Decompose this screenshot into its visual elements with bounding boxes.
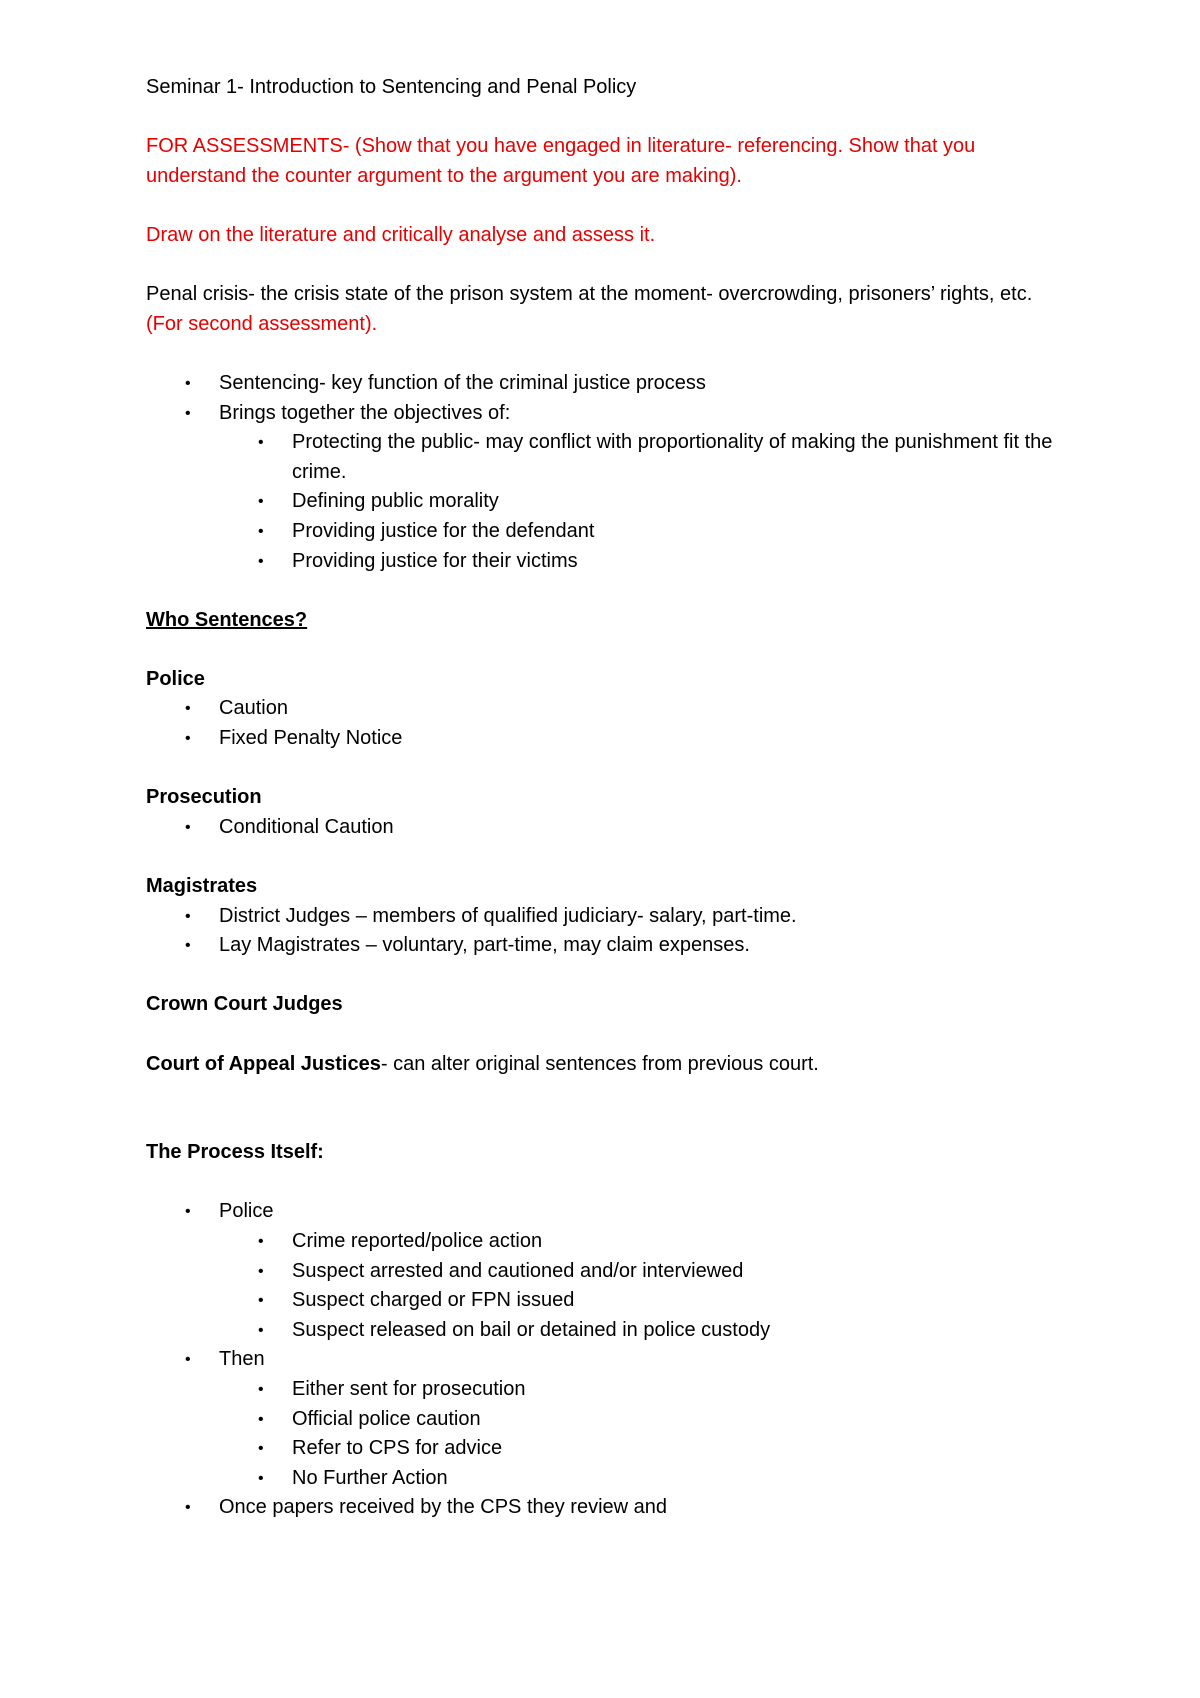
process-list	[146, 1197, 1066, 1523]
list-item: • District Judges – members of qualified judiciary- salary, part-time.	[146, 902, 1066, 932]
court-of-appeal-paragraph	[146, 1050, 1066, 1080]
list-item	[146, 1434, 1066, 1464]
bullet-icon: •	[185, 730, 191, 748]
bullet-icon: •	[185, 404, 191, 422]
bullet-icon: •	[258, 522, 264, 540]
list-item: • Caution	[146, 694, 1066, 724]
list-item	[146, 1286, 1066, 1316]
list-item	[146, 1257, 1066, 1287]
list-item-text: Sentencing- key function of the criminal justice process	[219, 371, 706, 394]
court-of-appeal-heading: Court of Appeal Justices	[146, 1052, 381, 1075]
bullet-icon: •	[258, 1440, 264, 1458]
assessment-note: FOR ASSESSMENTS- (Show that you have engaged in literature- referencing. Show that you understand the counter argument to the argument you are making).	[146, 135, 976, 187]
bullet-icon: •	[258, 1292, 264, 1310]
bullet-icon: •	[185, 907, 191, 925]
list-item: • Lay Magistrates – voluntary, part-time, may claim expenses.	[146, 931, 1066, 961]
list-item-text: Brings together the objectives of:	[219, 401, 511, 424]
list-item	[146, 1316, 1066, 1346]
list-item-text: Suspect charged or FPN issued	[292, 1289, 575, 1312]
bullet-icon: •	[258, 1410, 264, 1428]
list-item: • Fixed Penalty Notice	[146, 724, 1066, 754]
list-item: • Conditional Caution	[146, 813, 1066, 843]
list-item	[146, 547, 1066, 577]
list-item	[146, 487, 1066, 517]
list-item-text: Then	[219, 1348, 265, 1371]
document-page	[146, 73, 1066, 1523]
penal-crisis-text: Penal crisis- the crisis state of the prison system at the moment- overcrowding, prisoners’ rights, etc.	[146, 283, 1033, 306]
list-item-text: Suspect released on bail or detained in police custody	[292, 1318, 771, 1341]
list-item	[146, 1197, 1066, 1227]
list-item-text: Official police caution	[292, 1407, 481, 1430]
who-sentences-heading: Who Sentences?	[146, 608, 308, 631]
list-item	[146, 1493, 1066, 1523]
bullet-icon: •	[258, 1232, 264, 1250]
bullet-icon: •	[258, 493, 264, 511]
bullet-icon: •	[185, 700, 191, 718]
list-item-text: Once papers received by the CPS they review and	[219, 1496, 668, 1519]
list-item-text: Either sent for prosecution	[292, 1377, 526, 1400]
bullet-icon: •	[258, 1469, 264, 1487]
process-heading: The Process Itself:	[146, 1141, 324, 1164]
list-item-text: No Further Action	[292, 1466, 448, 1489]
bullet-icon: •	[185, 937, 191, 955]
list-item-text: Providing justice for their victims	[292, 549, 578, 572]
list-item	[146, 1405, 1066, 1435]
list-item	[146, 399, 1066, 429]
prosecution-heading: Prosecution	[146, 786, 262, 809]
list-item-text: Suspect arrested and cautioned and/or interviewed	[292, 1259, 744, 1282]
magistrates-heading: Magistrates	[146, 875, 258, 898]
list-item	[146, 428, 1066, 487]
assessment-instruction: Draw on the literature and critically analyse and assess it.	[146, 223, 656, 246]
list-item-text: Defining public morality	[292, 490, 499, 513]
bullet-icon: •	[258, 1321, 264, 1339]
magistrates-list	[146, 902, 1066, 961]
penal-crisis-note: (For second assessment).	[146, 312, 378, 335]
bullet-icon: •	[258, 434, 264, 452]
bullet-icon: •	[185, 1499, 191, 1517]
bullet-icon: •	[185, 1351, 191, 1369]
list-item-text: Crime reported/police action	[292, 1229, 543, 1252]
bullet-icon: •	[185, 818, 191, 836]
list-item-text: Refer to CPS for advice	[292, 1437, 503, 1460]
crown-court-heading: Crown Court Judges	[146, 993, 343, 1016]
penal-crisis-paragraph	[146, 280, 1066, 339]
document-title: Seminar 1- Introduction to Sentencing and Penal Policy	[146, 76, 637, 98]
court-of-appeal-text: - can alter original sentences from previous court.	[380, 1052, 819, 1075]
list-item	[146, 1345, 1066, 1375]
police-list	[146, 694, 1066, 753]
list-item-text: Protecting the public- may conflict with proportionality of making the punishment fit the crime.	[292, 431, 1053, 483]
list-item	[146, 517, 1066, 547]
bullet-icon: •	[258, 1262, 264, 1280]
bullet-icon: •	[185, 374, 191, 392]
list-item	[146, 1464, 1066, 1494]
sentencing-objectives-list	[146, 369, 1066, 576]
list-item-text: Police	[219, 1200, 274, 1223]
list-item-text: Providing justice for the defendant	[292, 519, 595, 542]
prosecution-list	[146, 813, 1066, 843]
bullet-icon: •	[258, 1380, 264, 1398]
police-heading: Police	[146, 667, 205, 690]
list-item	[146, 1227, 1066, 1257]
bullet-icon: •	[258, 552, 264, 570]
list-item	[146, 1375, 1066, 1405]
bullet-icon: •	[185, 1203, 191, 1221]
list-item	[146, 369, 1066, 399]
